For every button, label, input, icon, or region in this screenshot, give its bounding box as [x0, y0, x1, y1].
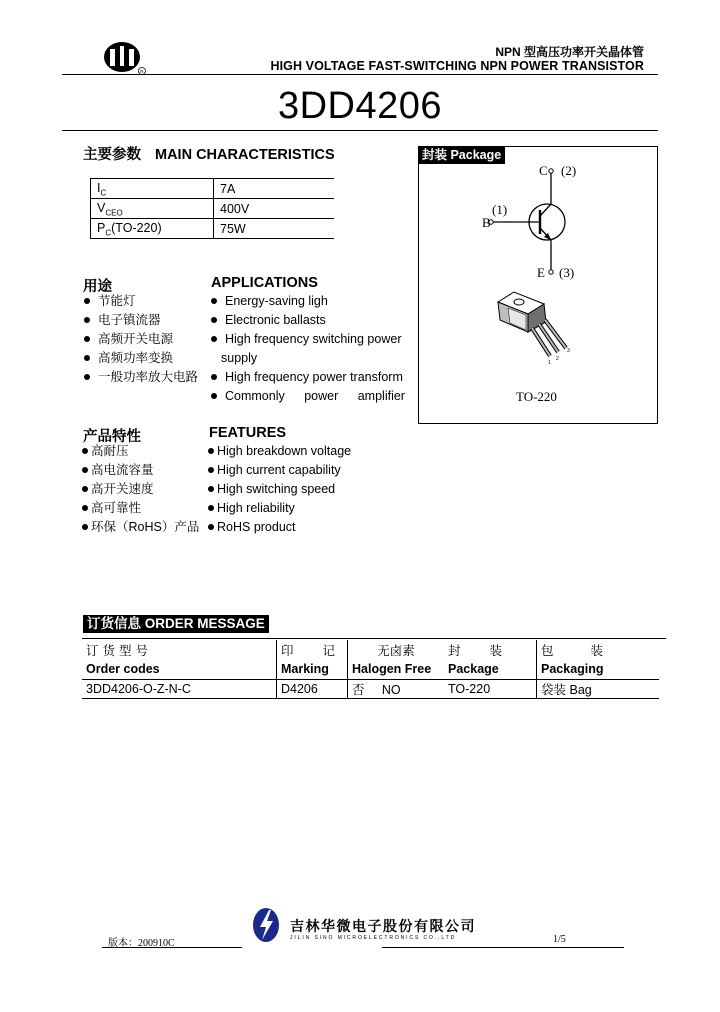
lead-number-1: 1 [548, 360, 551, 366]
svg-text:R: R [140, 68, 144, 74]
char: 型 [118, 643, 132, 658]
list-item [211, 368, 405, 387]
word: power [304, 389, 339, 403]
main-characteristics-heading [83, 143, 335, 164]
char: 号 [135, 643, 148, 658]
char-symbol: V [97, 200, 106, 215]
list-item [211, 311, 405, 330]
bullet-icon [84, 317, 90, 323]
char: 装 [489, 643, 502, 658]
pin-c-number: (2) [561, 163, 577, 178]
list-item [82, 518, 199, 537]
list-item [82, 461, 199, 480]
list-item-text: High frequency switching power [225, 332, 402, 346]
bullet-icon [82, 467, 88, 473]
features-heading-en: FEATURES [209, 425, 287, 441]
char-value: 7A [214, 179, 335, 199]
halogen-en: NO [381, 683, 401, 697]
list-item-text: RoHS product [217, 520, 296, 534]
halogen-cn: 否 [352, 683, 365, 697]
list-item [211, 292, 405, 311]
char-param [91, 179, 214, 199]
bullet-icon [82, 448, 88, 454]
char-subscript: C [105, 228, 112, 238]
char-subscript: CEO [105, 208, 123, 218]
list-item-text: 高频功率变换 [98, 351, 174, 365]
lead-number-3: 3 [567, 348, 570, 354]
main-characteristics-heading-en: MAIN CHARACTERISTICS [155, 147, 335, 163]
features-list-cn [82, 442, 199, 537]
order-data-row [82, 680, 659, 699]
bullet-icon [208, 448, 214, 454]
features-heading-cn: 产品特性 [83, 429, 141, 445]
applications-list-en [211, 292, 405, 406]
order-header-cn [277, 640, 348, 659]
title-chinese: NPN 型高压功率开关晶体管 [495, 45, 644, 59]
list-item-continuation [211, 349, 405, 368]
list-item-text: Electronic ballasts [225, 313, 326, 327]
order-code: 3DD4206-O-Z-N-C [82, 680, 277, 699]
list-item [82, 499, 199, 518]
list-item-text: High breakdown voltage [217, 444, 352, 458]
features-list-en [208, 442, 351, 537]
list-item-text: 高开关速度 [91, 482, 154, 496]
version-label: 版本：200910C [108, 938, 175, 949]
order-header-cn [537, 640, 660, 659]
bullet-icon [208, 486, 214, 492]
order-header-en: Order codes [86, 662, 160, 676]
list-item [82, 442, 199, 461]
order-header-en-row [82, 659, 659, 680]
order-header-en: Package [448, 662, 499, 676]
char: 封 [448, 643, 461, 658]
char-symbol: P [97, 220, 106, 235]
char-row-ic [91, 179, 335, 199]
bullet-icon [211, 298, 217, 304]
list-item-text: 一般功率放大电路 [98, 370, 199, 384]
list-item [208, 480, 351, 499]
char-value: 75W [214, 219, 335, 239]
list-item [208, 461, 351, 480]
list-item-justified [225, 387, 405, 406]
pin-c-label: C [539, 163, 548, 178]
list-item [84, 349, 198, 368]
order-header-cn: 无卤素 [348, 640, 445, 659]
pin-e-label: E [537, 265, 545, 280]
company-name-cn: 吉林华微电子股份有限公司 [290, 918, 476, 934]
page-number: 1/5 [553, 934, 566, 945]
list-item [211, 387, 405, 406]
list-item [208, 442, 351, 461]
package-label: 封装 Package [418, 146, 505, 164]
packaging-cn: 袋装 [541, 683, 567, 697]
char: 订 [86, 643, 99, 658]
list-item-text: 电子镇流器 [98, 313, 161, 327]
list-item-text: High frequency power transform [225, 370, 403, 384]
list-item [82, 480, 199, 499]
sino-microelectronics-logo-icon [250, 905, 282, 945]
list-item-text: 节能灯 [98, 294, 136, 308]
bullet-icon [82, 486, 88, 492]
char-value: 400V [214, 199, 335, 219]
bullet-icon [211, 393, 217, 399]
pin-e-number: (3) [559, 265, 575, 280]
header-rule [62, 74, 658, 75]
list-item-text: 高电流容量 [91, 463, 154, 477]
order-header-cn [82, 640, 277, 659]
bullet-icon [84, 374, 90, 380]
list-item-text: Energy-saving ligh [225, 294, 328, 308]
char: 装 [590, 643, 603, 658]
list-item [84, 292, 198, 311]
company-logo-icon [100, 40, 148, 76]
list-item-text: High reliability [217, 501, 295, 515]
spread-text [86, 641, 148, 659]
pin-b-number: (1) [492, 202, 508, 217]
list-item-text: supply [221, 351, 258, 365]
char-row-vceo [91, 199, 335, 219]
list-item [208, 499, 351, 518]
applications-heading-cn: 用途 [83, 279, 112, 295]
order-packaging [537, 680, 660, 699]
word: Commonly [225, 389, 285, 403]
order-package: TO-220 [444, 680, 537, 699]
order-message-label: 订货信息 ORDER MESSAGE [83, 615, 269, 633]
char: 印 [281, 643, 294, 658]
bullet-icon [211, 317, 217, 323]
main-characteristics-heading-cn: 主要参数 [83, 147, 141, 163]
pin-b-label: B [482, 215, 491, 230]
char-suffix: (TO-220) [111, 220, 162, 235]
order-header-cn-row [82, 640, 659, 659]
char: 货 [102, 643, 115, 658]
char-subscript: C [100, 188, 107, 198]
char: 记 [322, 643, 335, 658]
company-name-en: JILIN SINO MICROELECTRONICS CO.,LTD [290, 935, 457, 941]
bullet-icon [211, 374, 217, 380]
bullet-icon [211, 336, 217, 342]
spread-text [448, 641, 502, 659]
spread-text [281, 641, 335, 659]
applications-heading-en: APPLICATIONS [211, 275, 318, 291]
char-param [91, 219, 214, 239]
order-halogen [348, 680, 445, 699]
order-rule [82, 638, 666, 639]
list-item-text: High current capability [217, 463, 341, 477]
list-item [84, 368, 198, 387]
char-param [91, 199, 214, 219]
char-symbol: I [97, 180, 101, 195]
bullet-icon [82, 505, 88, 511]
footer-rule-gap [242, 944, 382, 950]
bullet-icon [84, 336, 90, 342]
bullet-icon [208, 505, 214, 511]
order-table [82, 640, 659, 699]
word: amplifier [357, 389, 405, 403]
list-item-text: 高频开关电源 [98, 332, 174, 346]
applications-list-cn [84, 292, 198, 387]
list-item-text: 高耐压 [91, 444, 129, 458]
order-header-en: Halogen Free [348, 659, 445, 680]
order-marking: D4206 [277, 680, 348, 699]
list-item-text: High switching speed [217, 482, 336, 496]
lead-number-2: 2 [556, 356, 559, 362]
order-header-cn [444, 640, 537, 659]
part-number-rule [62, 130, 658, 131]
list-item [208, 518, 351, 537]
title-english: HIGH VOLTAGE FAST-SWITCHING NPN POWER TRANSISTOR [270, 59, 644, 73]
list-item [211, 330, 405, 349]
bullet-icon [82, 524, 88, 530]
bullet-icon [84, 298, 90, 304]
bullet-icon [84, 355, 90, 361]
bullet-icon [208, 467, 214, 473]
list-item-text: 环保（RoHS）产品 [91, 520, 200, 534]
to220-package-icon [488, 288, 588, 368]
list-item [84, 330, 198, 349]
characteristics-table [90, 178, 334, 239]
order-header-en: Packaging [537, 659, 660, 680]
part-number: 3DD4206 [277, 85, 443, 127]
package-type: TO-220 [516, 389, 557, 404]
char: 包 [541, 643, 554, 658]
order-header-en: Marking [277, 659, 348, 680]
spread-text [541, 641, 603, 659]
list-item-text: 高可靠性 [91, 501, 142, 515]
bullet-icon [208, 524, 214, 530]
list-item [84, 311, 198, 330]
packaging-en: Bag [569, 683, 592, 697]
char-row-pc [91, 219, 335, 239]
